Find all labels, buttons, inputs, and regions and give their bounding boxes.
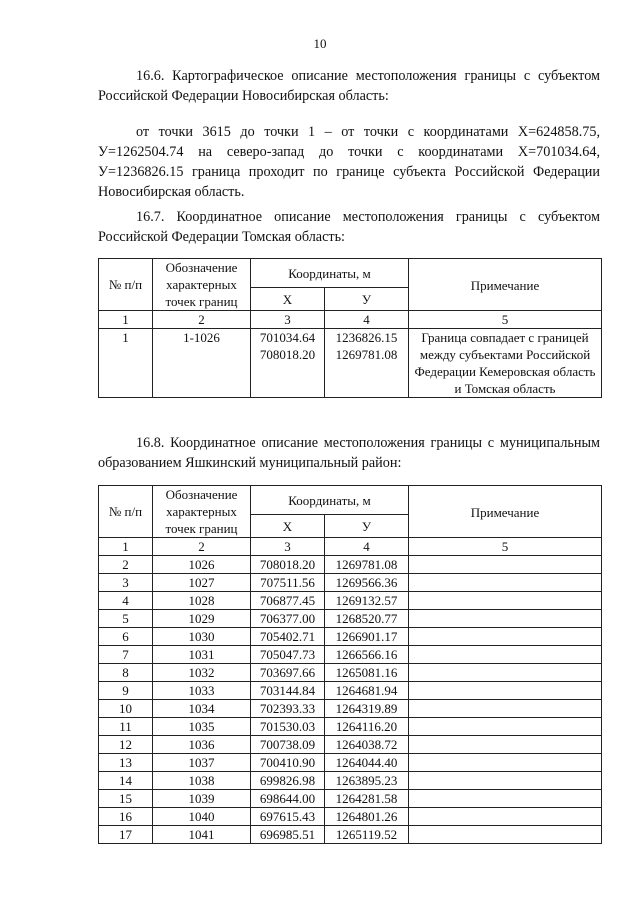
cell-y: 1264319.89	[325, 700, 409, 718]
cell-x: 703697.66	[251, 664, 325, 682]
cell-note	[409, 628, 602, 646]
header-y: У	[325, 288, 409, 311]
cell-x: 706377.00	[251, 610, 325, 628]
cell-point: 1039	[153, 790, 251, 808]
header-num: № п/п	[99, 259, 153, 311]
section-16-8-heading: 16.8. Координатное описание местоположения границы с муниципальным образованием Яшкинский муниципальный район:	[98, 435, 600, 471]
cell-num: 9	[99, 682, 153, 700]
table-row	[99, 826, 602, 844]
table-row	[99, 574, 602, 592]
cell-num: 15	[99, 790, 153, 808]
table-row	[99, 736, 602, 754]
cell-point: 1036	[153, 736, 251, 754]
table-row	[99, 628, 602, 646]
cell-x: 701034.64 708018.20	[251, 329, 325, 398]
cell-point: 1030	[153, 628, 251, 646]
cell-point: 1033	[153, 682, 251, 700]
cell-y: 1265081.16	[325, 664, 409, 682]
header-note: Примечание	[409, 486, 602, 538]
header-x: Х	[251, 515, 325, 538]
table-row	[99, 610, 602, 628]
cell-y: 1264038.72	[325, 736, 409, 754]
cell-point: 1032	[153, 664, 251, 682]
cell-num: 13	[99, 754, 153, 772]
section-16-6-body: от точки 3615 до точки 1 – от точки с координатами Х=624858.75, У=1262504.74 на северо-запад до точки с координатами Х=701034.64, У=1236826.15 граница проходит по границе субъекта Российской Федерации Новосибирская область.	[98, 124, 600, 200]
cell-num: 4	[99, 592, 153, 610]
index-cell: 5	[409, 538, 602, 556]
cell-y: 1236826.15 1269781.08	[325, 329, 409, 398]
header-points: Обозначение характерных точек границ	[153, 486, 251, 538]
index-cell: 2	[153, 311, 251, 329]
cell-note	[409, 556, 602, 574]
cell-point: 1038	[153, 772, 251, 790]
cell-num: 6	[99, 628, 153, 646]
cell-point: 1-1026	[153, 329, 251, 398]
table-row	[99, 664, 602, 682]
cell-num: 1	[99, 329, 153, 398]
cell-note	[409, 610, 602, 628]
index-cell: 4	[325, 538, 409, 556]
index-cell: 4	[325, 311, 409, 329]
cell-note	[409, 592, 602, 610]
index-cell: 2	[153, 538, 251, 556]
header-coords: Координаты, м	[251, 259, 409, 288]
index-cell: 1	[99, 538, 153, 556]
table-row	[99, 700, 602, 718]
cell-num: 11	[99, 718, 153, 736]
table-row	[99, 329, 602, 398]
cell-point: 1026	[153, 556, 251, 574]
cell-x: 701530.03	[251, 718, 325, 736]
section-16-7-heading: 16.7. Координатное описание местоположения границы с субъектом Российской Федерации Томская область:	[98, 209, 600, 245]
cell-note	[409, 574, 602, 592]
table-row	[99, 790, 602, 808]
cell-point: 1035	[153, 718, 251, 736]
cell-num: 16	[99, 808, 153, 826]
cell-num: 7	[99, 646, 153, 664]
header-y: У	[325, 515, 409, 538]
cell-num: 2	[99, 556, 153, 574]
header-num: № п/п	[99, 486, 153, 538]
cell-x: 698644.00	[251, 790, 325, 808]
cell-y: 1264801.26	[325, 808, 409, 826]
cell-x: 705047.73	[251, 646, 325, 664]
cell-num: 12	[99, 736, 153, 754]
table-row	[99, 556, 602, 574]
cell-note	[409, 700, 602, 718]
table-row	[99, 718, 602, 736]
cell-note: Граница совпадает с границей между субъектами Российской Федерации Кемеровская область и Томская область	[409, 329, 602, 398]
index-cell: 5	[409, 311, 602, 329]
cell-y: 1264116.20	[325, 718, 409, 736]
cell-num: 8	[99, 664, 153, 682]
cell-note	[409, 682, 602, 700]
header-note: Примечание	[409, 259, 602, 311]
header-x: Х	[251, 288, 325, 311]
cell-point: 1041	[153, 826, 251, 844]
cell-x: 702393.33	[251, 700, 325, 718]
table-row	[99, 808, 602, 826]
cell-num: 3	[99, 574, 153, 592]
index-cell: 3	[251, 311, 325, 329]
header-points: Обозначение характерных точек границ	[153, 259, 251, 311]
table-row	[99, 646, 602, 664]
cell-num: 10	[99, 700, 153, 718]
table-yashkino-boundary	[98, 485, 602, 844]
cell-point: 1040	[153, 808, 251, 826]
cell-note	[409, 790, 602, 808]
cell-note	[409, 772, 602, 790]
cell-num: 14	[99, 772, 153, 790]
cell-x: 697615.43	[251, 808, 325, 826]
cell-y: 1268520.77	[325, 610, 409, 628]
cell-num: 5	[99, 610, 153, 628]
table-row	[99, 592, 602, 610]
header-coords: Координаты, м	[251, 486, 409, 515]
cell-x: 703144.84	[251, 682, 325, 700]
cell-point: 1037	[153, 754, 251, 772]
cell-point: 1028	[153, 592, 251, 610]
cell-y: 1266901.17	[325, 628, 409, 646]
cell-point: 1031	[153, 646, 251, 664]
cell-point: 1029	[153, 610, 251, 628]
cell-note	[409, 808, 602, 826]
cell-x: 699826.98	[251, 772, 325, 790]
index-cell: 1	[99, 311, 153, 329]
page-number: 10	[313, 36, 327, 51]
cell-point: 1034	[153, 700, 251, 718]
cell-x: 706877.45	[251, 592, 325, 610]
cell-note	[409, 754, 602, 772]
cell-x: 700410.90	[251, 754, 325, 772]
cell-y: 1264681.94	[325, 682, 409, 700]
section-16-6-heading: 16.6. Картографическое описание местоположения границы с субъектом Российской Федерации Новосибирская область:	[98, 68, 600, 104]
cell-y: 1264044.40	[325, 754, 409, 772]
cell-x: 708018.20	[251, 556, 325, 574]
cell-num: 17	[99, 826, 153, 844]
cell-note	[409, 718, 602, 736]
cell-x: 705402.71	[251, 628, 325, 646]
cell-y: 1265119.52	[325, 826, 409, 844]
cell-x: 700738.09	[251, 736, 325, 754]
table-tomsk-boundary	[98, 258, 602, 398]
index-cell: 3	[251, 538, 325, 556]
cell-y: 1269566.36	[325, 574, 409, 592]
cell-y: 1269132.57	[325, 592, 409, 610]
cell-y: 1264281.58	[325, 790, 409, 808]
cell-note	[409, 664, 602, 682]
table-row	[99, 754, 602, 772]
cell-y: 1266566.16	[325, 646, 409, 664]
cell-x: 696985.51	[251, 826, 325, 844]
cell-note	[409, 736, 602, 754]
table-row	[99, 772, 602, 790]
table-row	[99, 682, 602, 700]
cell-point: 1027	[153, 574, 251, 592]
cell-note	[409, 646, 602, 664]
cell-x: 707511.56	[251, 574, 325, 592]
cell-note	[409, 826, 602, 844]
cell-y: 1263895.23	[325, 772, 409, 790]
cell-y: 1269781.08	[325, 556, 409, 574]
